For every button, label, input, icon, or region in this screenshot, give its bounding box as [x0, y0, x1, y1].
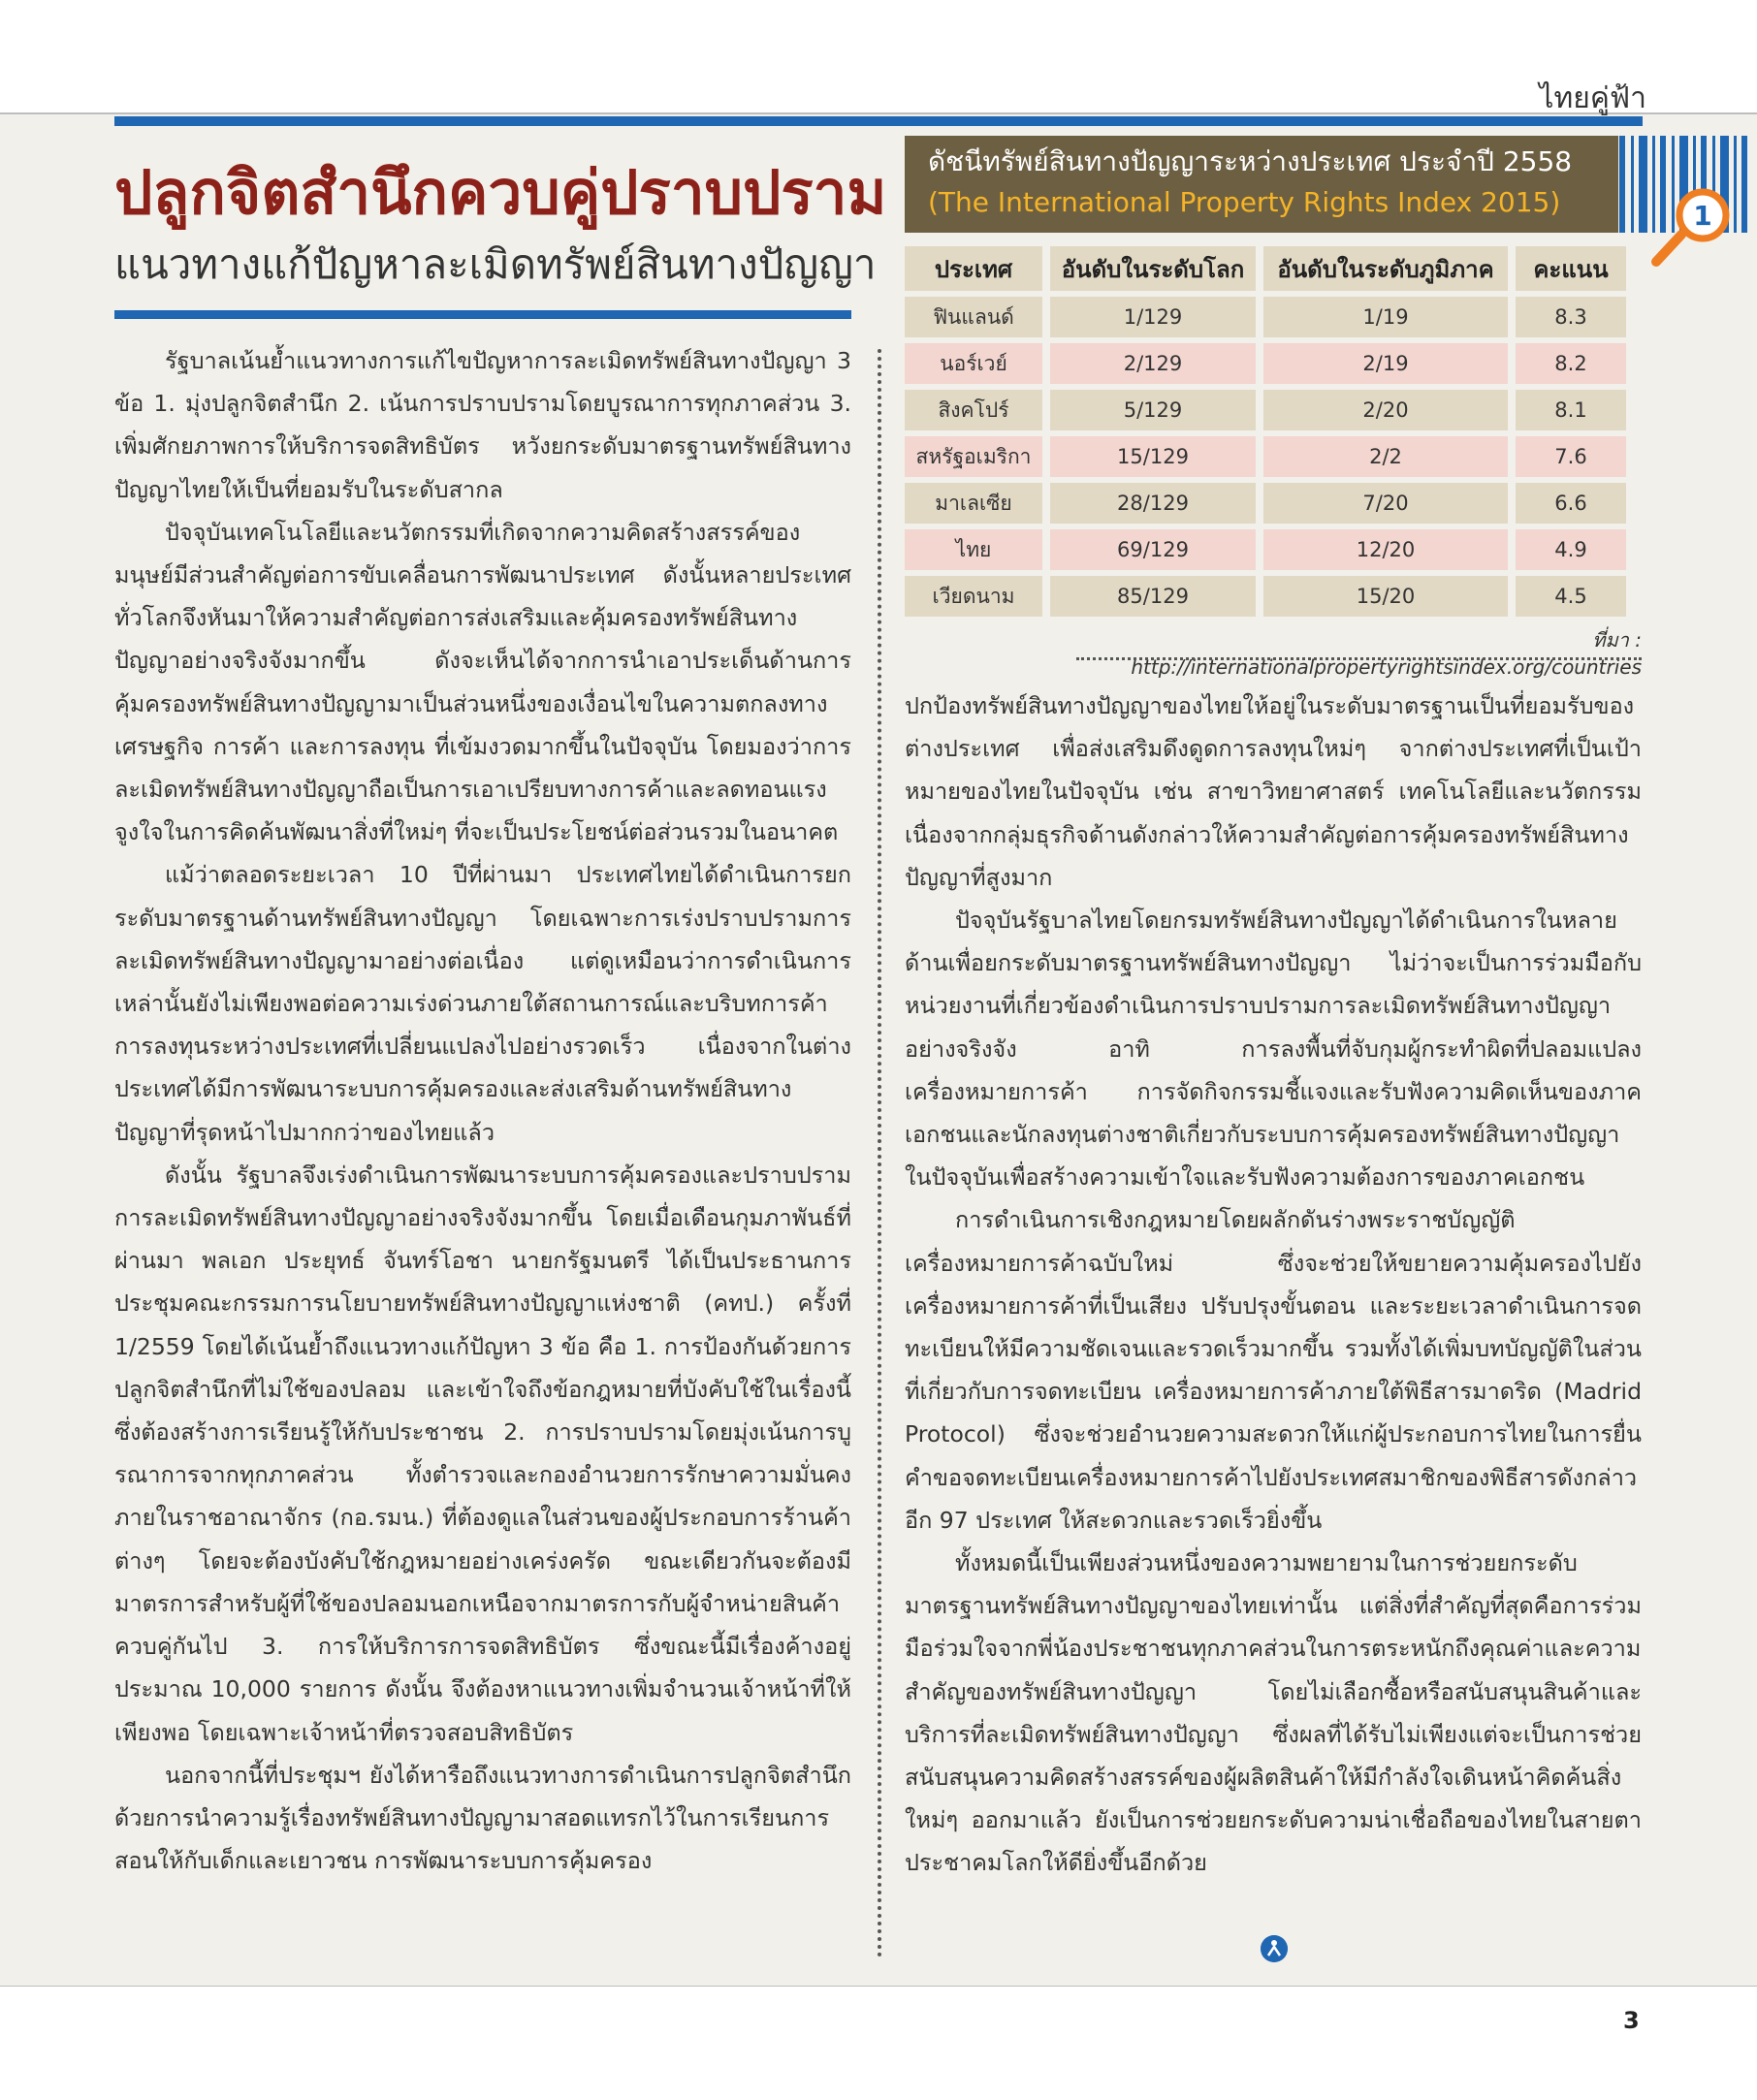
column-header-score: คะแนน: [1516, 246, 1626, 291]
column-header-world-rank: อันดับในระดับโลก: [1050, 246, 1256, 291]
header-rule: [0, 112, 1757, 114]
table-row: [905, 576, 1626, 617]
index-box-title: [905, 136, 1618, 233]
country-cell: สหรัฐอเมริกา: [905, 436, 1042, 477]
world-rank-cell: 5/129: [1050, 390, 1256, 430]
score-cell: 8.2: [1516, 343, 1626, 384]
column-header-region-rank: อันดับในระดับภูมิภาค: [1263, 246, 1508, 291]
country-cell: นอร์เวย์: [905, 343, 1042, 384]
score-cell: 7.6: [1516, 436, 1626, 477]
world-rank-cell: 85/129: [1050, 576, 1256, 617]
publication-name: ไทยคู่ฟ้า: [1539, 81, 1646, 115]
region-rank-cell: 1/19: [1263, 297, 1508, 337]
blue-top-band: [114, 116, 1643, 126]
score-cell: 4.5: [1516, 576, 1626, 617]
table-row: [905, 343, 1626, 384]
page-number: 3: [1623, 2007, 1640, 2034]
left-column: [114, 339, 851, 1958]
region-rank-cell: 15/20: [1263, 576, 1508, 617]
paragraph: ปกป้องทรัพย์สินทางปัญญาของไทยให้อยู่ในระดับมาตรฐานเป็นที่ยอมรับของต่างประเทศ เพื่อส่งเสริมดึงดูดการลงทุนใหม่ๆ จากต่างประเทศที่เป็นเป้าหมายของไทยในปัจจุบัน เช่น สาขาวิทยาศาสตร์ เทคโนโลยีและนวัตกรรม เนื่องจากกลุ่มธุรกิจด้านดังกล่าวให้ความสำคัญต่อการคุ้มครองทรัพย์สินทางปัญญาที่สูงมาก: [905, 692, 1642, 891]
region-rank-cell: 7/20: [1263, 483, 1508, 524]
world-rank-cell: 15/129: [1050, 436, 1256, 477]
paragraph: แม้ว่าตลอดระยะเวลา 10 ปีที่ผ่านมา ประเทศไทยได้ดำเนินการยกระดับมาตรฐานด้านทรัพย์สินทางปัญญา โดยเฉพาะการเร่งปราบปรามการละเมิดทรัพย์สินทางปัญญามาอย่างต่อเนื่อง แต่ดูเหมือนว่าการดำเนินการเหล่านั้นยังไม่เพียงพอต่อความเร่งด่วนภายใต้สถานการณ์และบริบทการค้าการลงทุนระหว่างประเทศที่เปลี่ยนแปลงไปอย่างรวดเร็ว เนื่องจากในต่างประเทศได้มีการพัฒนาระบบการคุ้มครองและส่งเสริมด้านทรัพย์สินทางปัญญาที่รุดหน้าไปมากกว่าของไทยแล้ว: [114, 861, 851, 1146]
paragraph: ปัจจุบันรัฐบาลไทยโดยกรมทรัพย์สินทางปัญญาได้ดำเนินการในหลายด้านเพื่อยกระดับมาตรฐานทรัพย์สินทางปัญญา ไม่ว่าจะเป็นการร่วมมือกับหน่วยงานที่เกี่ยวข้องดำเนินการปราบปรามการละเมิดทรัพย์สินทางปัญญาอย่างจริงจัง อาทิ การลงพื้นที่จับกุมผู้กระทำผิดที่ปลอมแปลงเครื่องหมายการค้า การจัดกิจกรรมชี้แจงและรับฟังความคิดเห็นของภาคเอกชนและนักลงทุนต่างชาติเกี่ยวกับระบบการคุ้มครองทรัพย์สินทางปัญญาในปัจจุบันเพื่อสร้างความเข้าใจและรับฟังความต้องการของภาคเอกชน: [905, 907, 1642, 1192]
world-rank-cell: 2/129: [1050, 343, 1256, 384]
paragraph: นอกจากนี้ที่ประชุมฯ ยังได้หารือถึงแนวทางการดำเนินการปลูกจิตสำนึกด้วยการนำความรู้เรื่องทรัพย์สินทางปัญญามาสอดแทรกไว้ในการเรียนการสอนให้กับเด็กและเยาวชน การพัฒนาระบบการคุ้มครอง: [114, 1761, 851, 1875]
title-underline: [114, 310, 851, 319]
score-cell: 8.1: [1516, 390, 1626, 430]
world-rank-cell: 28/129: [1050, 483, 1256, 524]
table-source: ที่มา : http://internationalpropertyrightsindex.org/countries: [1131, 628, 1642, 679]
score-cell: 6.6: [1516, 483, 1626, 524]
badge-number: 1: [1693, 200, 1712, 232]
region-rank-cell: 12/20: [1263, 529, 1508, 570]
ip-index-table: [897, 240, 1634, 622]
table-row: [905, 297, 1626, 337]
footer-rule: [0, 1986, 1757, 1987]
column-header-country: ประเทศ: [905, 246, 1042, 291]
table-row: [905, 529, 1626, 570]
score-cell: 8.3: [1516, 297, 1626, 337]
paragraph: รัฐบาลเน้นย้ำแนวทางการแก้ไขปัญหาการละเมิดทรัพย์สินทางปัญญา 3 ข้อ 1. มุ่งปลูกจิตสำนึก 2. เน้นการปราบปรามโดยบูรณาการทุกภาคส่วน 3. เพิ่มศักยภาพการให้บริการจดสิทธิบัตร หวังยกระดับมาตรฐานทรัพย์สินทางปัญญาไทยให้เป็นที่ยอมรับในระดับสากล: [114, 347, 851, 503]
column-divider: [878, 349, 881, 1958]
country-cell: ไทย: [905, 529, 1042, 570]
person-logo-icon: [1261, 1935, 1288, 1962]
country-cell: สิงคโปร์: [905, 390, 1042, 430]
right-column: [905, 684, 1642, 1935]
country-cell: เวียดนาม: [905, 576, 1042, 617]
country-cell: มาเลเซีย: [905, 483, 1042, 524]
world-rank-cell: 1/129: [1050, 297, 1256, 337]
table-row: [905, 390, 1626, 430]
magnifier-badge-icon: [1648, 184, 1736, 271]
article-subtitle: แนวทางแก้ปัญหาละเมิดทรัพย์สินทางปัญญา: [114, 240, 877, 288]
table-row: [905, 436, 1626, 477]
index-title-thai: ดัชนีทรัพย์สินทางปัญญาระหว่างประเทศ ประจำปี 2558: [928, 145, 1573, 177]
region-rank-cell: 2/19: [1263, 343, 1508, 384]
table-row: [905, 483, 1626, 524]
source-underline: [1076, 657, 1642, 660]
paragraph: ปัจจุบันเทคโนโลยีและนวัตกรรมที่เกิดจากความคิดสร้างสรรค์ของมนุษย์มีส่วนสำคัญต่อการขับเคลื่อนการพัฒนาประเทศ ดังนั้นหลายประเทศทั่วโลกจึงหันมาให้ความสำคัญต่อการส่งเสริมและคุ้มครองทรัพย์สินทางปัญญาอย่างจริงจังมากขึ้น ดังจะเห็นได้จากการนำเอาประเด็นด้านการคุ้มครองทรัพย์สินทางปัญญามาเป็นส่วนหนึ่งของเงื่อนไขในความตกลงทางเศรษฐกิจ การค้า และการลงทุน ที่เข้มงวดมากขึ้นในปัจจุบัน โดยมองว่าการละเมิดทรัพย์สินทางปัญญาถือเป็นการเอาเปรียบทางการค้าและลดทอนแรงจูงใจในการคิดค้นพัฒนาสิ่งที่ใหม่ๆ ที่จะเป็นประโยชน์ต่อส่วนรวมในอนาคต: [114, 518, 851, 846]
country-cell: ฟินแลนด์: [905, 297, 1042, 337]
paragraph: ดังนั้น รัฐบาลจึงเร่งดำเนินการพัฒนาระบบการคุ้มครองและปราบปรามการละเมิดทรัพย์สินทางปัญญาอย่างจริงจังมากขึ้น โดยเมื่อเดือนกุมภาพันธ์ที่ผ่านมา พลเอก ประยุทธ์ จันทร์โอชา นายกรัฐมนตรี ได้เป็นประธานการประชุมคณะกรรมการนโยบายทรัพย์สินทางปัญญาแห่งชาติ (คทป.) ครั้งที่ 1/2559 โดยได้เน้นย้ำถึงแนวทางแก้ปัญหา 3 ข้อ คือ 1. การป้องกันด้วยการปลูกจิตสำนึกที่ไม่ใช้ของปลอม และเข้าใจถึงข้อกฎหมายที่บังคับใช้ในเรื่องนี้ ซึ่งต้องสร้างการเรียนรู้ให้กับประชาชน 2. การปราบปรามโดยมุ่งเน้นการบูรณาการจากทุกภาคส่วน ทั้งตำรวจและกองอำนวยการรักษาความมั่นคงภายในราชอาณาจักร (กอ.รมน.) ที่ต้องดูแลในส่วนของผู้ประกอบการร้านค้าต่างๆ โดยจะต้องบังคับใช้กฎหมายอย่างเคร่งครัด ขณะเดียวกันจะต้องมีมาตรการสำหรับผู้ที่ใช้ของปลอมนอกเหนือจากมาตรการกับผู้จำหน่ายสินค้าควบคู่กันไป 3. การให้บริการการจดสิทธิบัตร ซึ่งขณะนี้มีเรื่องค้างอยู่ประมาณ 10,000 รายการ ดังนั้น จึงต้องหาแนวทางเพิ่มจำนวนเจ้าหน้าที่ให้เพียงพอ โดยเฉพาะเจ้าหน้าที่ตรวจสอบสิทธิบัตร: [114, 1161, 851, 1746]
article-title: ปลูกจิตสำนึกควบคู่ปราบปราม: [114, 157, 887, 228]
region-rank-cell: 2/20: [1263, 390, 1508, 430]
paragraph: ทั้งหมดนี้เป็นเพียงส่วนหนึ่งของความพยายามในการช่วยยกระดับมาตรฐานทรัพย์สินทางปัญญาของไทยเท่านั้น แต่สิ่งที่สำคัญที่สุดคือการร่วมมือร่วมใจจากพี่น้องประชาชนทุกภาคส่วนในการตระหนักถึงคุณค่าและความสำคัญของทรัพย์สินทางปัญญา โดยไม่เลือกซื้อหรือสนับสนุนสินค้าและบริการที่ละเมิดทรัพย์สินทางปัญญา ซึ่งผลที่ได้รับไม่เพียงแต่จะเป็นการช่วยสนับสนุนความคิดสร้างสรรค์ของผู้ผลิตสินค้าให้มีกำลังใจเดินหน้าคิดค้นสิ่งใหม่ๆ ออกมาแล้ว ยังเป็นการช่วยยกระดับความน่าเชื่อถือของไทยในสายตาประชาคมโลกให้ดียิ่งขึ้นอีกด้วย: [905, 1549, 1642, 1877]
score-cell: 4.9: [1516, 529, 1626, 570]
region-rank-cell: 2/2: [1263, 436, 1508, 477]
world-rank-cell: 69/129: [1050, 529, 1256, 570]
index-title-english: (The International Property Rights Index 2015): [928, 186, 1561, 218]
paragraph: การดำเนินการเชิงกฎหมายโดยผลักดันร่างพระราชบัญญัติเครื่องหมายการค้าฉบับใหม่ ซึ่งจะช่วยให้ขยายความคุ้มครองไปยังเครื่องหมายการค้าที่เป็นเสียง ปรับปรุงขั้นตอน และระยะเวลาดำเนินการจดทะเบียนให้มีความชัดเจนและรวดเร็วมากขึ้น รวมทั้งได้เพิ่มบทบัญญัติในส่วนที่เกี่ยวกับการจดทะเบียน เครื่องหมายการค้าภายใต้พิธีสารมาดริด (Madrid Protocol) ซึ่งจะช่วยอำนวยความสะดวกให้แก่ผู้ประกอบการไทยในการยื่นคำขอจดทะเบียนเครื่องหมายการค้าไปยังประเทศสมาชิกของพิธีสารดังกล่าวอีก 97 ประเทศ ให้สะดวกและรวดเร็วยิ่งขึ้น: [905, 1206, 1642, 1534]
